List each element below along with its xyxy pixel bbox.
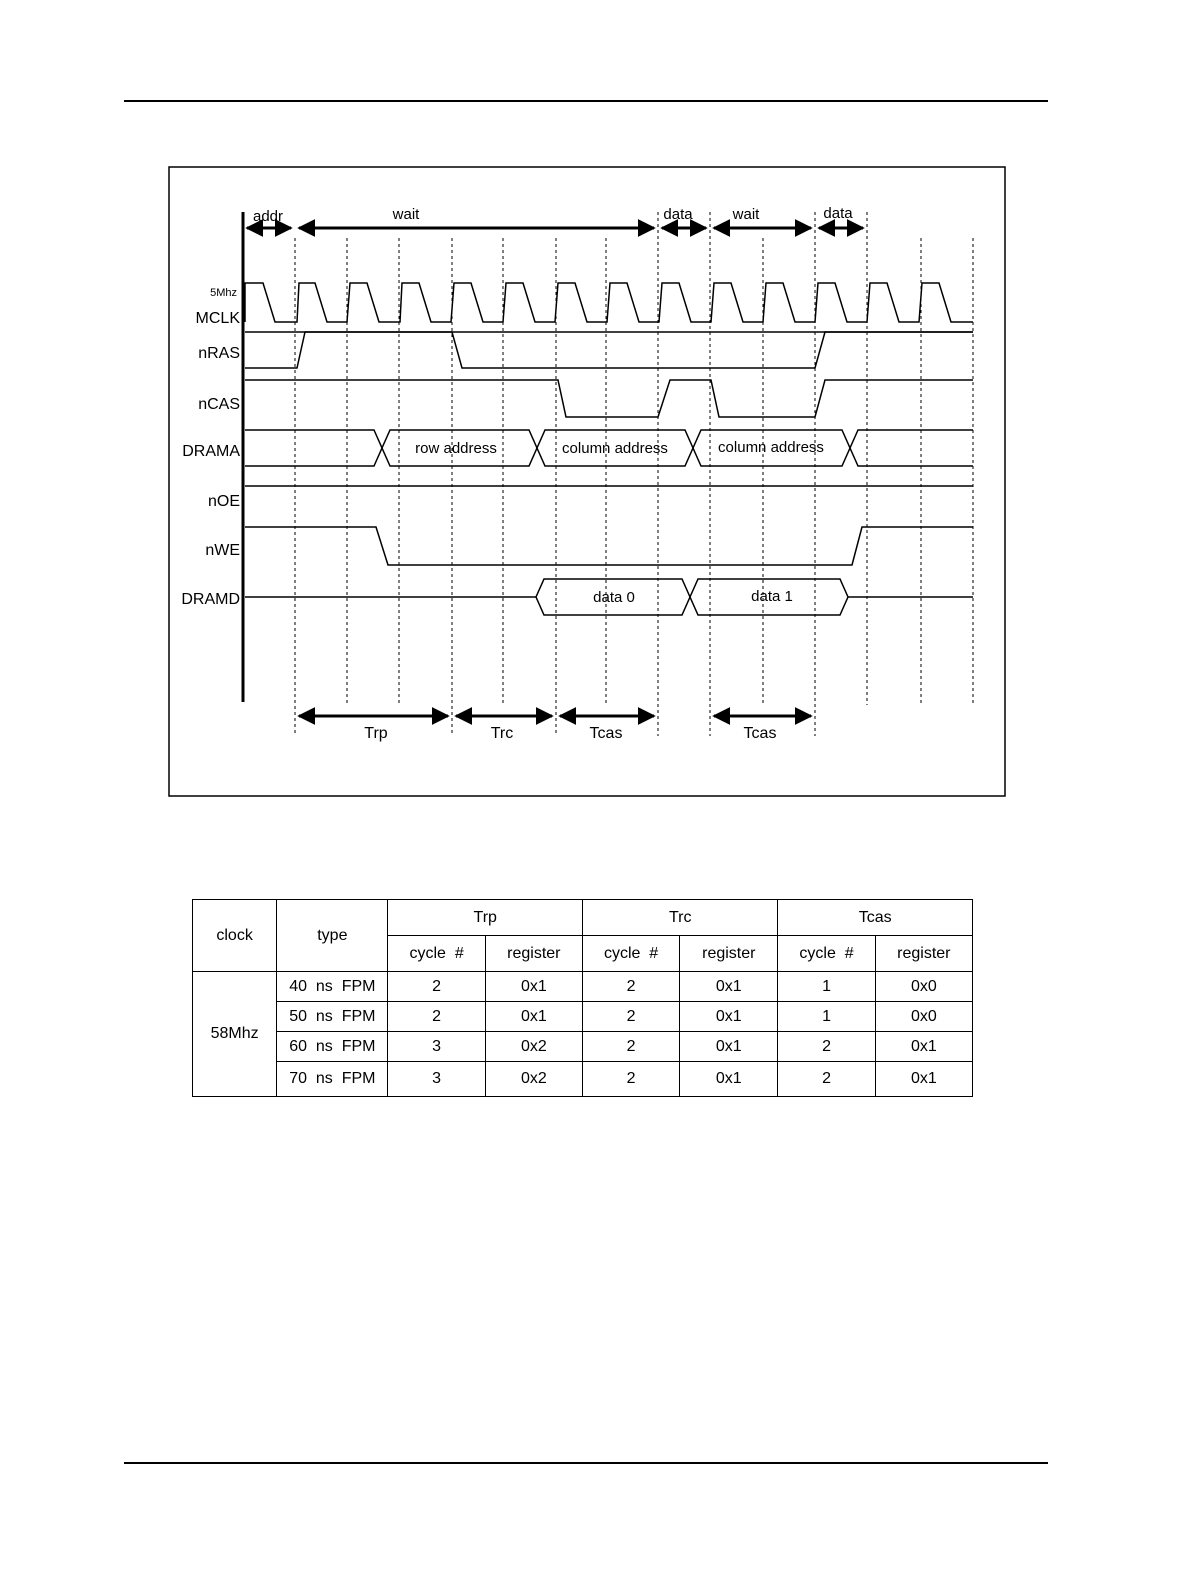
- type-cell: 40 ns FPM: [277, 972, 388, 1002]
- signal-label-mclk: MCLK: [195, 310, 240, 327]
- signal-label-dramd: DRAMD: [181, 591, 240, 608]
- subheader-register: register: [680, 936, 778, 972]
- value-cell: 0x1: [875, 1062, 972, 1097]
- type-cell: 50 ns FPM: [277, 1002, 388, 1032]
- signal-label-nwe: nWE: [205, 542, 240, 559]
- value-cell: 0x2: [485, 1032, 582, 1062]
- nwe-waveform: [245, 527, 973, 565]
- value-cell: 0x1: [680, 1032, 778, 1062]
- value-cell: 0x1: [680, 1062, 778, 1097]
- value-cell: 0x2: [485, 1062, 582, 1097]
- value-cell: 0x0: [875, 1002, 972, 1032]
- value-cell: 1: [778, 972, 875, 1002]
- value-cell: 0x0: [875, 972, 972, 1002]
- timing-label-tcas: Tcas: [743, 725, 777, 742]
- subheader-cycle: cycle #: [388, 936, 485, 972]
- value-cell: 0x1: [680, 1002, 778, 1032]
- header-type: type: [277, 900, 388, 972]
- phase-label-wait: wait: [392, 206, 420, 223]
- dramd-data-1: data 1: [751, 588, 793, 605]
- signal-label-ncas: nCAS: [198, 396, 240, 413]
- phase-label-data: data: [663, 206, 693, 223]
- nras-waveform: [245, 332, 973, 368]
- phase-label-wait: wait: [732, 206, 760, 223]
- ncas-waveform: [245, 380, 973, 417]
- table-row: [193, 1032, 973, 1062]
- timing-label-tcas: Tcas: [589, 725, 623, 742]
- value-cell: 2: [582, 972, 679, 1002]
- value-cell: 0x1: [875, 1032, 972, 1062]
- subheader-cycle: cycle #: [582, 936, 679, 972]
- timing-label-trp: Trp: [364, 725, 388, 742]
- table-row: [193, 972, 973, 1002]
- value-cell: 2: [388, 972, 485, 1002]
- subheader-register: register: [485, 936, 582, 972]
- phase-label-data: data: [823, 205, 853, 222]
- drama-column-address: column address: [562, 440, 668, 457]
- drama-column-address: column address: [718, 439, 824, 456]
- cycle-gridlines: [295, 212, 973, 736]
- value-cell: 1: [778, 1002, 875, 1032]
- value-cell: 2: [582, 1062, 679, 1097]
- value-cell: 2: [388, 1002, 485, 1032]
- value-cell: 0x1: [680, 972, 778, 1002]
- value-cell: 3: [388, 1032, 485, 1062]
- timing-label-trc: Trc: [490, 725, 514, 742]
- header-trc: Trc: [582, 900, 777, 936]
- value-cell: 2: [582, 1032, 679, 1062]
- drama-row-address: row address: [415, 440, 497, 457]
- value-cell: 3: [388, 1062, 485, 1097]
- value-cell: 2: [778, 1062, 875, 1097]
- mclk-waveform: [245, 283, 973, 322]
- value-cell: 2: [778, 1032, 875, 1062]
- subheader-register: register: [875, 936, 972, 972]
- clock-frequency-label: 5Mhz: [210, 287, 237, 299]
- signal-label-nras: nRAS: [198, 345, 240, 362]
- header-tcas: Tcas: [778, 900, 973, 936]
- phase-label-addr: addr: [252, 208, 284, 225]
- clock-value-cell: 58Mhz: [193, 972, 277, 1097]
- value-cell: 2: [582, 1002, 679, 1032]
- table-row: [193, 1002, 973, 1032]
- signal-label-noe: nOE: [207, 493, 240, 510]
- type-cell: 60 ns FPM: [277, 1032, 388, 1062]
- type-cell: 70 ns FPM: [277, 1062, 388, 1097]
- signal-label-drama: DRAMA: [182, 443, 240, 460]
- value-cell: 0x1: [485, 972, 582, 1002]
- subheader-cycle: cycle #: [778, 936, 875, 972]
- footer-rule: [124, 1462, 1048, 1464]
- table-row: [193, 1062, 973, 1097]
- dramd-data-0: data 0: [593, 589, 635, 606]
- header-trp: Trp: [388, 900, 582, 936]
- header-clock: clock: [193, 900, 277, 972]
- dram-timing-table: [192, 899, 973, 1097]
- diagram-frame: [169, 167, 1005, 796]
- value-cell: 0x1: [485, 1002, 582, 1032]
